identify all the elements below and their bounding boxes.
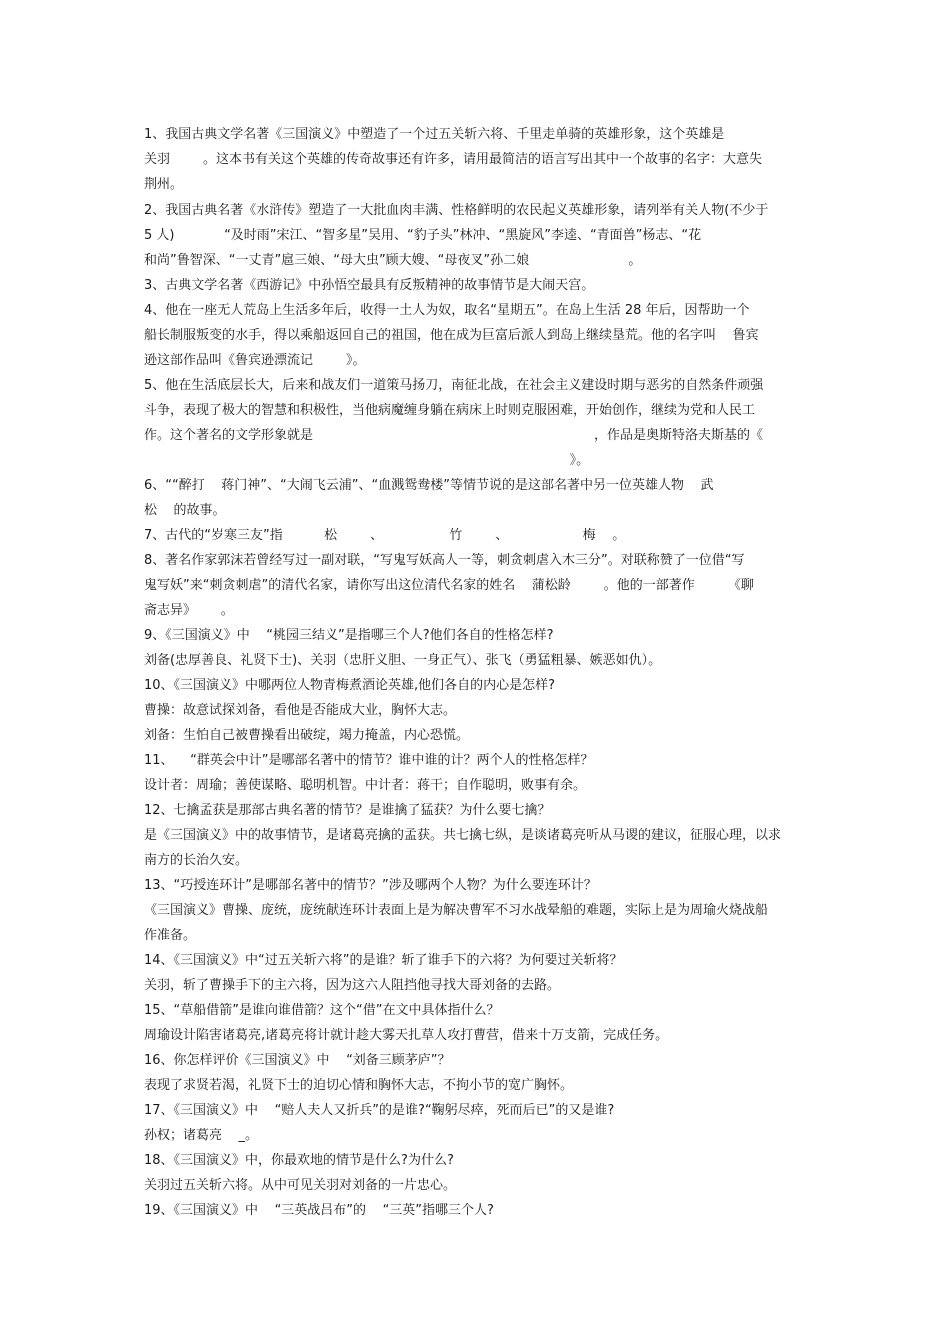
text-line: 周瑜设计陷害诸葛亮,诸葛亮将计就计趁大雾天扎草人攻打曹营，借来十万支箭，完成任务。 bbox=[144, 1028, 669, 1043]
text-line: 5、他在生活底层长大，后来和战友们一道策马扬刀，南征北战，在社会主义建设时期与恶劣的自然条件顽强 bbox=[144, 378, 764, 393]
text-line: 鬼写妖”来“刺贪刺虐”的清代名家，请你写出这位清代名家的姓名 蒲松龄 。他的一部著作 《聊 bbox=[144, 578, 754, 593]
text-line: 15、“草船借箭”是谁向谁借箭？这个“借”在文中具体指什么？ bbox=[144, 1003, 500, 1018]
text-line: 刘备(忠厚善良、礼贤下士)、关羽（忠肝义胆、一身正气）、张飞（勇猛粗暴、嫉恶如仇）。 bbox=[144, 653, 662, 668]
text-line: 斋志异》 。 bbox=[144, 603, 234, 618]
text-line: 逊这部作品叫《鲁宾逊漂流记 》。 bbox=[144, 353, 366, 368]
text-line: 8、著名作家郭沫若曾经写过一副对联，“写鬼写妖高人一等，刺贪刺虐入木三分”。对联称赞了一位借“写 bbox=[144, 553, 745, 568]
text-line: 6、““醉打 蒋门神”、“大闹飞云浦”、“血溅鸳鸯楼”等情节说的是这部名著中另一位英雄人物 武 bbox=[144, 478, 714, 493]
text-line: 南方的长治久安。 bbox=[144, 853, 249, 868]
text-line: 19、《三国演义》中 “三英战吕布”的 “三英”指哪三个人? bbox=[144, 1203, 494, 1218]
text-line: 11、 “群英会中计”是哪部名著中的情节？谁中谁的计？两个人的性格怎样？ bbox=[144, 753, 594, 768]
text-line: 18、《三国演义》中，你最欢地的情节是什么?为什么? bbox=[144, 1153, 454, 1168]
text-line: 5 人) “及时雨”宋江、“智多星”吴用、“豹子头”林冲、“黑旋风”李逵、“青面兽”杨志、“花 bbox=[144, 228, 702, 243]
text-line: 》。 bbox=[144, 453, 590, 468]
text-line: 松 的故事。 bbox=[144, 503, 226, 518]
text-line: 9、《三国演义》中 “桃园三结义”是指哪三个人?他们各自的性格怎样? bbox=[144, 628, 554, 643]
text-line: 作。这个著名的文学形象就是 ，作品是奥斯特洛夫斯基的《 bbox=[144, 428, 763, 443]
text-line: 曹操：故意试探刘备，看他是否能成大业，胸怀大志。 bbox=[144, 703, 457, 718]
text-line: 关羽过五关斩六将。从中可见关羽对刘备的一片忠心。 bbox=[144, 1178, 457, 1193]
text-line: 16、你怎样评价《三国演义》中 “刘备三顾茅庐”？ bbox=[144, 1053, 451, 1068]
text-line: 2、我国古典名著《水浒传》塑造了一大批血肉丰满、性格鲜明的农民起义英雄形象，请列举有关人物(不少于 bbox=[144, 203, 769, 218]
text-line: 4、他在一座无人荒岛上生活多年后，收得一土人为奴，取名“星期五”。在岛上生活 28 年后，因帮助一个 bbox=[144, 303, 750, 318]
text-line: 荆州。 bbox=[144, 177, 184, 192]
text-line: 设计者：周瑜；善使谋略、聪明机智。中计者：蒋干；自作聪明，败事有余。 bbox=[144, 778, 587, 793]
text-line: 船长制服叛变的水手，得以乘船返回自己的祖国，他在成为巨富后派人到岛上继续垦荒。他的名字叫 鲁宾 bbox=[144, 328, 759, 343]
text-line: 孙权；诸葛亮 _。 bbox=[144, 1128, 259, 1143]
text-line: 斗争，表现了极大的智慧和积极性，当他病魔缠身躺在病床上时则克服困难，开始创作，继续为党和人民工 bbox=[144, 403, 756, 418]
text-line: 表现了求贤若渴，礼贤下士的迫切心情和胸怀大志，不拘小节的宽广胸怀。 bbox=[144, 1078, 574, 1093]
text-line: 关羽 。这本书有关这个英雄的传奇故事还有许多，请用最简洁的语言写出其中一个故事的名字：大意失 bbox=[144, 152, 763, 167]
text-line: 《三国演义》曹操、庞统，庞统献连环计表面上是为解决曹军不习水战晕船的难题，实际上是为周瑜火烧战船 bbox=[144, 903, 769, 918]
text-line: 和尚”鲁智深、“一丈青”扈三娘、“母大虫”顾大嫂、“母夜叉”孙二娘 。 bbox=[144, 253, 642, 268]
text-line: 14、《三国演义》中“过五关斩六将”的是谁？斩了谁手下的六将？为何要过关斩将？ bbox=[144, 953, 623, 968]
text-line: 12、七擒孟获是那部古典名著的情节？是谁擒了猛获？为什么要七擒？ bbox=[144, 803, 551, 818]
text-line: 是《三国演义》中的故事情节，是诸葛亮擒的孟获。共七擒七纵，是谈诸葛亮听从马谡的建议，征服心理，以求 bbox=[144, 828, 782, 843]
text-line: 10、《三国演义》中哪两位人物青梅煮酒论英雄,他们各自的内心是怎样? bbox=[144, 678, 556, 693]
text-line: 1、我国古典文学名著《三国演义》中塑造了一个过五关斩六将、千里走单骑的英雄形象，这个英雄是 bbox=[144, 127, 725, 142]
text-line: 作准备。 bbox=[144, 928, 197, 943]
text-line: 3、古典文学名著《西游记》中孙悟空最具有反叛精神的故事情节是大闹天宫。 bbox=[144, 278, 595, 293]
text-line: 13、“巧授连环计”是哪部名著中的情节？”涉及哪两个人物？为什么要连环计？ bbox=[144, 878, 597, 893]
text-line: 17、《三国演义》中 “赔人夫人又折兵”的是谁?“鞠躬尽瘁，死而后已”的又是谁? bbox=[144, 1103, 615, 1118]
text-line: 7、古代的“岁寒三友”指 松 、 竹 、 梅 。 bbox=[144, 528, 626, 543]
text-line: 关羽，斩了曹操手下的主六将，因为这六人阻挡他寻找大哥刘备的去路。 bbox=[144, 978, 561, 993]
text-line: 刘备：生怕自己被曹操看出破绽，竭力掩盖，内心恐慌。 bbox=[144, 728, 470, 743]
